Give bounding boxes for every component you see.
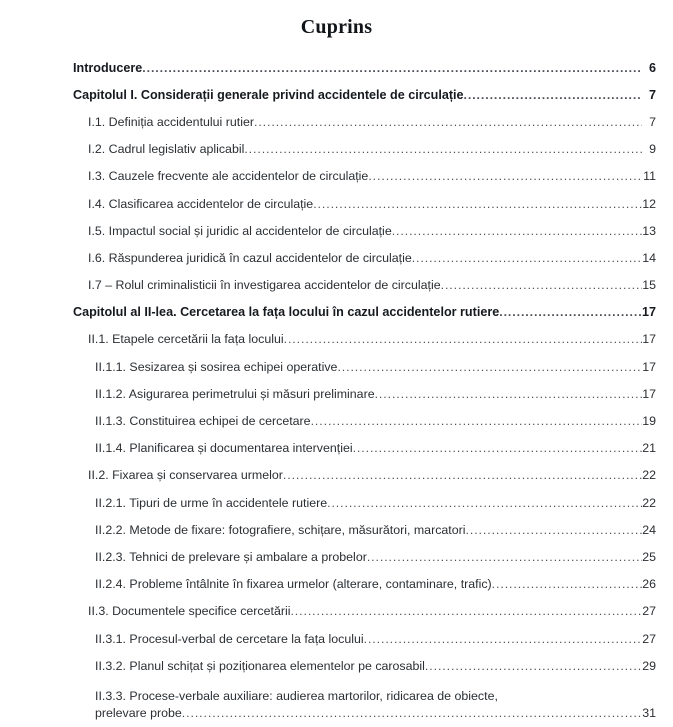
dot-leader — [290, 605, 642, 618]
dot-leader — [392, 225, 642, 238]
toc-entry-label: II.1.2. Asigurarea perimetrului și măsuri preliminare — [95, 386, 375, 401]
toc-entry[interactable] — [0, 598, 673, 625]
toc-entry[interactable] — [0, 299, 673, 326]
toc-entry-label: Capitolul I. Considerații generale privind accidentele de circulație — [73, 87, 464, 102]
toc-entry-label: II.3. Documentele specifice cercetării — [88, 604, 291, 619]
toc-entry[interactable] — [0, 190, 673, 217]
toc-entry-label: II.3.1. Procesul-verbal de cercetare la fața locului — [95, 631, 364, 646]
toc-entry-page-number: 27 — [642, 604, 656, 619]
toc-entry[interactable] — [0, 163, 673, 190]
toc-entry-label-line2: prelevare probe — [95, 705, 182, 720]
toc-entry[interactable] — [0, 272, 673, 299]
dot-leader — [311, 415, 642, 428]
toc-entry-page-number: 9 — [649, 142, 656, 157]
toc-entry[interactable] — [0, 326, 673, 353]
toc-entry[interactable] — [0, 353, 673, 380]
toc-entry[interactable] — [0, 108, 673, 135]
toc-entry-label: I.3. Cauzele frecvente ale accidentelor de circulație — [88, 169, 369, 184]
toc-entry-label: II.2.1. Tipuri de urme în accidentele rutiere — [95, 495, 328, 510]
dot-leader — [254, 116, 642, 129]
toc-entry-page-number: 31 — [642, 705, 656, 720]
toc-entry-page-number: 21 — [642, 441, 656, 456]
toc-entry-page-number: 13 — [642, 223, 656, 238]
dot-leader — [441, 279, 642, 292]
toc-entry[interactable] — [0, 652, 673, 679]
toc-entry-page-number: 7 — [648, 87, 656, 102]
dot-leader — [244, 143, 642, 156]
toc-entry[interactable] — [0, 244, 673, 271]
dot-leader — [466, 524, 642, 537]
dot-leader — [499, 306, 642, 319]
toc-entry-label: II.1. Etapele cercetării la fața locului — [88, 332, 284, 347]
dot-leader — [142, 62, 642, 75]
toc-entry-page-number: 17 — [642, 386, 656, 401]
toc-entry-label: II.1.4. Planificarea și documentarea intervenției — [95, 441, 353, 456]
toc-entry-label: II.3.3. Procese-verbale auxiliare: audierea martorilor, ridicarea de obiecte, — [95, 688, 498, 703]
dot-leader — [327, 497, 642, 510]
toc-entry-page-number: 24 — [642, 522, 656, 537]
toc-entry-page-number: 19 — [642, 414, 656, 429]
toc-entry-page-number: 25 — [642, 549, 656, 564]
dot-leader — [368, 170, 642, 183]
dot-leader — [313, 198, 642, 211]
toc-entry[interactable] — [0, 516, 673, 543]
dot-leader — [492, 578, 642, 591]
dot-leader — [284, 333, 642, 346]
toc-entry-label: I.6. Răspunderea juridică în cazul accidentelor de circulație — [88, 250, 412, 265]
toc-entry[interactable] — [0, 435, 673, 462]
dot-leader — [425, 660, 642, 673]
toc-entry-label: I.5. Impactul social și juridic al accidentelor de circulație — [88, 223, 392, 238]
page-title: Cuprins — [300, 16, 373, 38]
toc-entry[interactable] — [0, 217, 673, 244]
table-of-contents — [0, 40, 673, 727]
toc-entry-page-number: 17 — [642, 332, 656, 347]
toc-entry-page-number: 7 — [649, 114, 656, 129]
dot-leader — [367, 551, 642, 564]
toc-entry-label: II.1.1. Sesizarea și sosirea echipei operative — [95, 359, 338, 374]
dot-leader — [412, 252, 642, 265]
dot-leader — [337, 361, 642, 374]
toc-entry[interactable] — [0, 462, 673, 489]
toc-entry-page-number: 22 — [642, 468, 656, 483]
toc-entry-label: II.1.3. Constituirea echipei de cercetare — [95, 414, 311, 429]
toc-entry[interactable] — [0, 489, 673, 516]
toc-entry-page-number: 29 — [642, 658, 656, 673]
toc-entry-label: II.2.4. Probleme întâlnite în fixarea urmelor (alterare, contaminare, trafic) — [95, 577, 492, 592]
toc-entry[interactable] — [0, 136, 673, 163]
toc-entry[interactable] — [0, 380, 673, 407]
toc-entry[interactable] — [0, 81, 673, 108]
toc-entry-label: Capitolul al II-lea. Cercetarea la fața locului în cazul accidentelor rutiere — [73, 305, 500, 320]
toc-entry[interactable] — [0, 543, 673, 570]
toc-entry[interactable] — [0, 625, 673, 652]
dot-leader — [364, 633, 642, 646]
toc-entry-label: II.3.2. Planul schițat și poziționarea elementelor pe carosabil — [95, 658, 425, 673]
toc-entry[interactable] — [0, 407, 673, 434]
toc-entry-label: Introducere — [73, 60, 143, 75]
toc-entry-label: II.2. Fixarea și conservarea urmelor — [88, 468, 283, 483]
dot-leader — [353, 442, 642, 455]
toc-entry-page-number: 26 — [642, 577, 656, 592]
toc-entry-page-number: 15 — [642, 278, 656, 293]
toc-entry-page-number: 6 — [648, 60, 656, 75]
toc-entry-label: II.2.2. Metode de fixare: fotografiere, schițare, măsurători, marcatori — [95, 522, 466, 537]
toc-entry[interactable] — [0, 679, 673, 726]
toc-entry[interactable] — [0, 571, 673, 598]
toc-entry-label: I.7 – Rolul criminalisticii în investigarea accidentelor de circulație — [88, 278, 441, 293]
toc-entry-label: I.2. Cadrul legislativ aplicabil — [88, 142, 245, 157]
toc-entry-label: I.4. Clasificarea accidentelor de circulație — [88, 196, 314, 211]
dot-leader — [283, 469, 642, 482]
toc-entry-page-number: 11 — [643, 169, 656, 184]
toc-entry-page-number: 22 — [642, 495, 656, 510]
toc-entry-page-number: 17 — [642, 359, 656, 374]
toc-entry[interactable] — [0, 54, 673, 81]
dot-leader — [464, 89, 642, 102]
toc-entry-label-continued — [95, 706, 656, 720]
toc-entry-label: II.2.3. Tehnici de prelevare și ambalare a probelor — [95, 549, 367, 564]
toc-entry-page-number: 27 — [642, 631, 656, 646]
dot-leader — [182, 707, 642, 720]
toc-entry-page-number: 17 — [641, 305, 656, 320]
dot-leader — [375, 388, 642, 401]
toc-entry-page-number: 12 — [642, 196, 656, 211]
toc-entry-page-number: 14 — [642, 250, 656, 265]
toc-entry-label: I.1. Definiția accidentului rutier — [88, 114, 254, 129]
